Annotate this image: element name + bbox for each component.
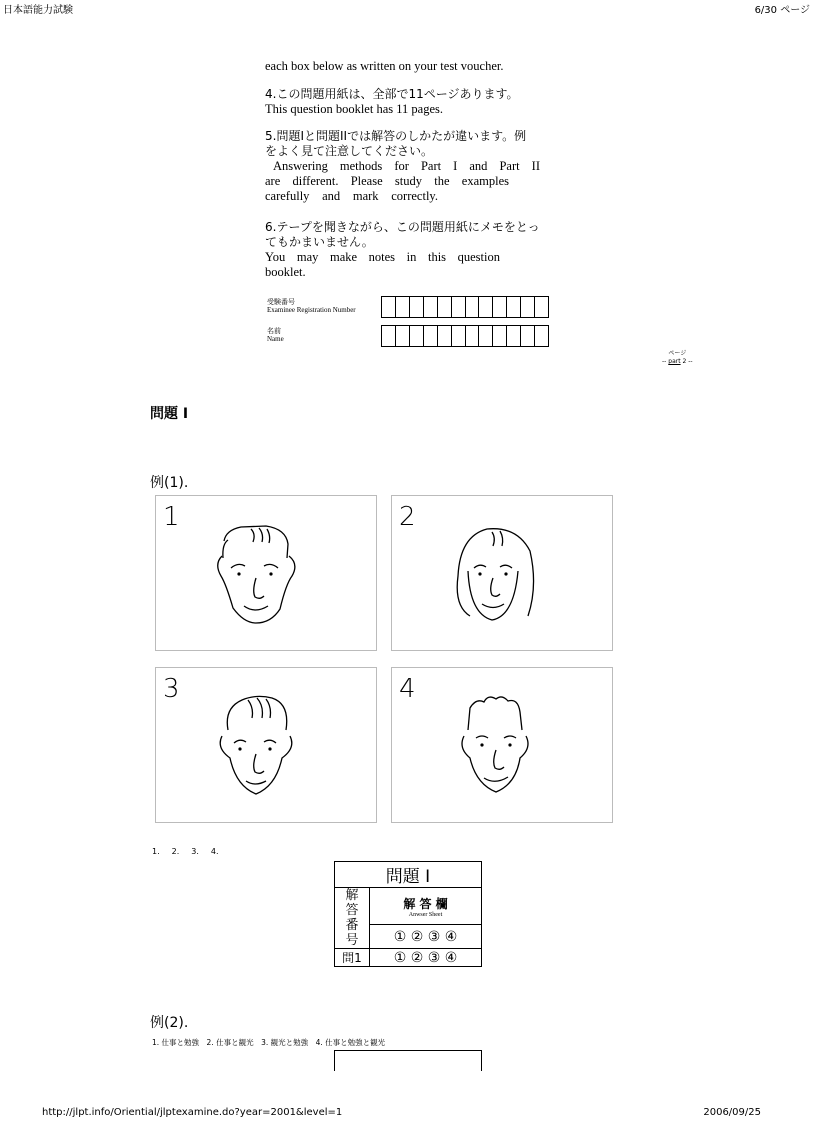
panel-number-3: 3	[163, 674, 180, 704]
answer-sheet-2-top	[334, 1050, 482, 1071]
illustration-panel-4	[391, 667, 613, 823]
answer-example-circles: ① ② ③ ④	[370, 925, 482, 949]
face-short-hair-icon	[156, 496, 376, 650]
item5-jp-1: 5.問題Iと問題IIでは解答のしかたが違います。例	[265, 129, 527, 143]
instruction-item5	[265, 129, 540, 204]
example2-label: 例(2).	[150, 1015, 189, 1031]
item4-en: This question booklet has 11 pages.	[265, 102, 443, 116]
registration-number-label: 受験番号 Examinee Registration Number	[267, 298, 356, 314]
question-1-label: 問1	[335, 949, 370, 967]
choice-2[interactable]: 2.	[171, 847, 180, 856]
name-label: 名前 Name	[267, 327, 284, 343]
example2-choices: 1. 仕事と勉強 2. 仕事と観光 3. 観光と勉強 4. 仕事と勉強と観光	[152, 1038, 386, 1047]
instruction-line0: each box below as written on your test voucher.	[265, 59, 504, 73]
choice-3[interactable]: 3.	[191, 847, 199, 856]
illustration-panel-1	[155, 495, 377, 651]
answer-number-label: 解 答 番 号	[335, 888, 370, 949]
print-header-title: 日本語能力試験	[3, 5, 73, 16]
face-combed-hair-icon	[156, 668, 376, 822]
instruction-item6	[265, 220, 540, 280]
illustration-panel-3	[155, 667, 377, 823]
section-title: 問題 I	[150, 406, 189, 422]
item6-jp-2: てもかまいません。	[265, 235, 374, 249]
instruction-item4	[265, 87, 540, 117]
answer-sheet-title: 問題 I	[335, 862, 482, 888]
item4-jp: 4.この問題用紙は、全部で11ページあります。	[265, 87, 519, 101]
item6-en-2: booklet.	[265, 265, 306, 279]
item5-en-3: carefully and mark correctly.	[265, 189, 438, 203]
print-footer-date: 2006/09/25	[703, 1107, 761, 1118]
panel-number-2: 2	[399, 502, 416, 532]
name-boxes[interactable]	[381, 325, 549, 347]
question-1-circles[interactable]: ① ② ③ ④	[370, 949, 482, 967]
answer-column-header: 解 答 欄 Anwser Sheet	[370, 888, 482, 925]
answer-sheet-table	[334, 861, 482, 967]
face-long-hair-icon	[392, 496, 612, 650]
print-footer-url: http://jlpt.info/Oriential/jlptexamine.do?year=2001&level=1	[42, 1107, 343, 1118]
panel-number-1: 1	[163, 502, 180, 532]
illustration-panel-2	[391, 495, 613, 651]
registration-number-boxes[interactable]	[381, 296, 549, 318]
choice-4[interactable]: 4.	[210, 847, 219, 856]
item5-jp-2: をよく見て注意してください。	[265, 144, 434, 158]
print-header-page: 6/30 ページ	[754, 5, 810, 16]
panel-number-4: 4	[399, 674, 416, 704]
item5-en-2: are different. Please study the examples	[265, 174, 509, 188]
choice-1[interactable]: 1.	[152, 847, 160, 856]
page-marker-link[interactable]: part	[668, 358, 681, 365]
example1-choices	[152, 847, 219, 856]
item6-en-1: You may make notes in this question	[265, 250, 500, 264]
face-messy-hair-icon	[392, 668, 612, 822]
example1-label: 例(1).	[150, 475, 189, 491]
item5-en-1: Answering methods for Part I and Part II	[273, 159, 540, 173]
item6-jp-1: 6.テープを聞きながら、この問題用紙にメモをとっ	[265, 220, 540, 234]
page-marker: ページ -- part 2 --	[662, 350, 693, 365]
